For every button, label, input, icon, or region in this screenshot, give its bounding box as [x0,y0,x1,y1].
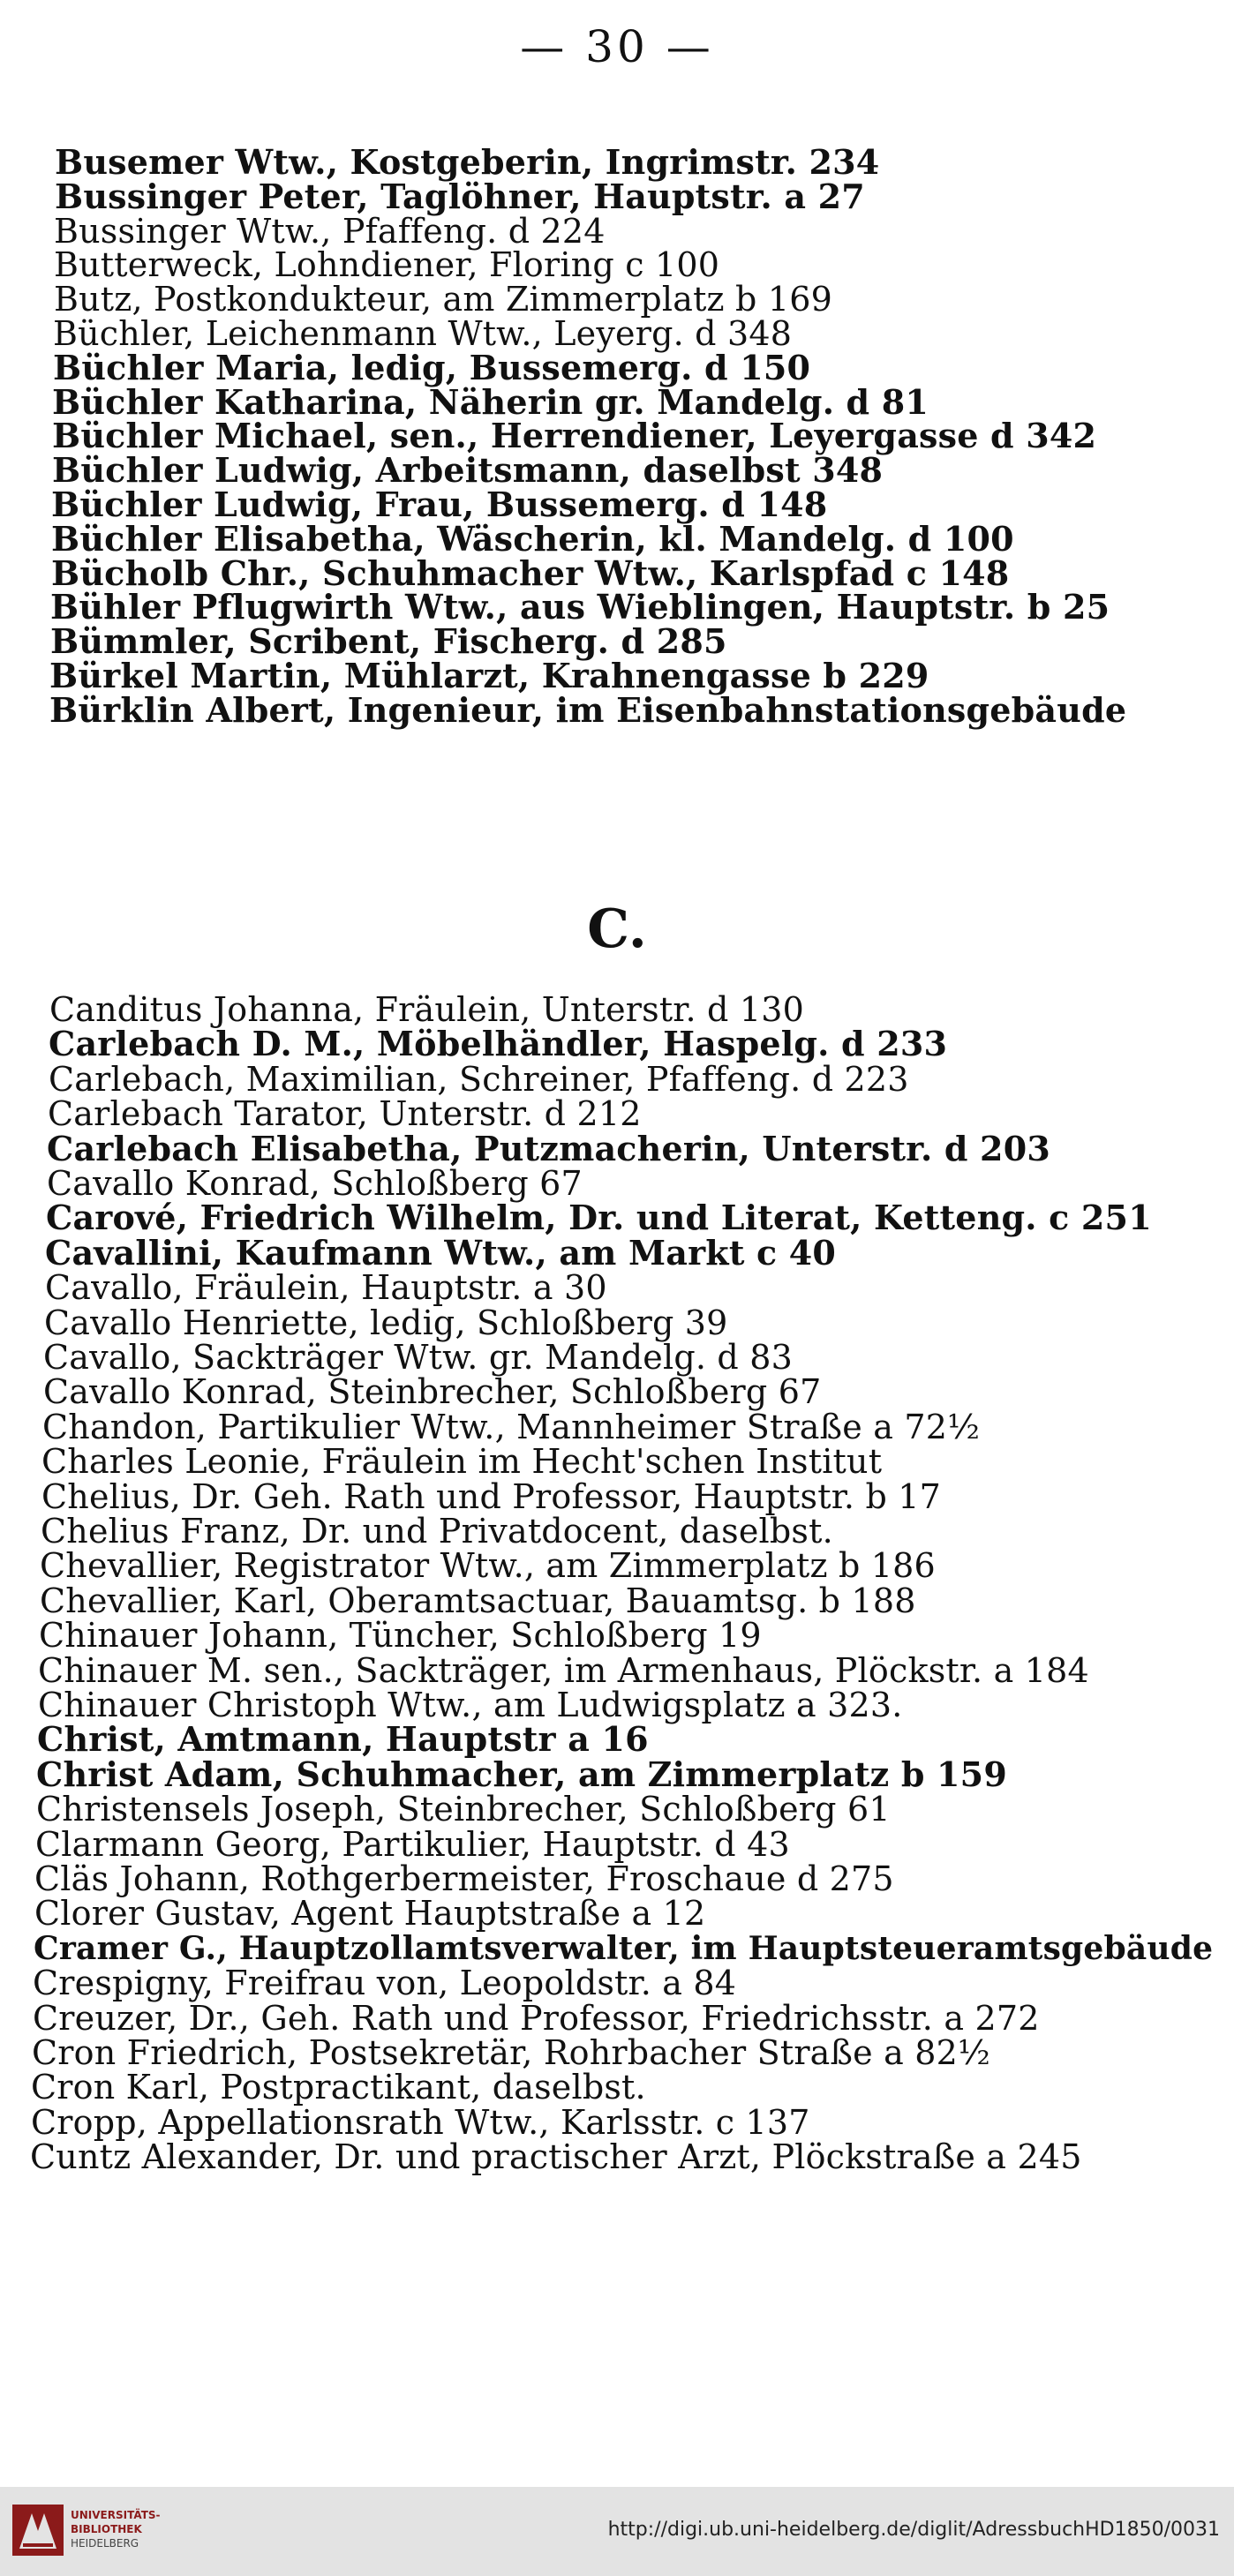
directory-entry: Bürkel Martin, Mühlarzt, Krahnengasse b 229 [49,656,929,695]
directory-entry: Chandon, Partikulier Wtw., Mannheimer Straße a 72½ [42,1407,981,1446]
directory-entry: Clorer Gustav, Agent Hauptstraße a 12 [34,1894,706,1934]
directory-entry: Butterweck, Lohndiener, Floring c 100 [54,245,720,285]
directory-entry: Büchler, Leichenmann Wtw., Leyerg. d 348 [53,314,793,353]
directory-entry: Cramer G., Hauptzollamtsverwalter, im Hauptsteueramtsgebäude [34,1929,1214,1967]
logo-line-2: BIBLIOTHEK [71,2523,142,2535]
university-seal-icon [12,2505,64,2556]
directory-entry: Büchler Maria, ledig, Bussemerg. d 150 [53,347,811,387]
directory-entry: Bürklin Albert, Ingenieur, im Eisenbahnstationsgebäude [49,689,1127,730]
directory-entry: Cavallini, Kaufmann Wtw., am Markt c 40 [45,1232,837,1273]
library-logo-text [71,2508,161,2550]
directory-entry: Büchler Ludwig, Frau, Bussemerg. d 148 [51,484,828,524]
directory-entry: Bücholb Chr., Schuhmacher Wtw., Karlspfad c 148 [51,552,1010,593]
directory-entry: Chinauer M. sen., Sackträger, im Armenhaus, Plöckstr. a 184 [38,1650,1089,1690]
directory-entry: Bühler Pflugwirth Wtw., aus Wieblingen, Hauptstr. b 25 [50,587,1110,627]
directory-entry: Charles Leonie, Fräulein im Hecht'schen Institut [41,1442,883,1482]
directory-entry: Chelius, Dr. Geh. Rath und Professor, Hauptstr. b 17 [41,1476,942,1516]
directory-entry: Chevallier, Karl, Oberamtsactuar, Bauamtsg. b 188 [40,1581,916,1620]
directory-entry: Büchler Elisabetha, Wäscherin, kl. Mandelg. d 100 [51,518,1014,559]
directory-entry: Busemer Wtw., Kostgeberin, Ingrimstr. 234 [55,142,880,182]
directory-entry: Chevallier, Registrator Wtw., am Zimmerplatz b 186 [40,1546,936,1586]
directory-entry: Cuntz Alexander, Dr. und practischer Arzt, Plöckstraße a 245 [30,2137,1082,2177]
directory-entry: Cropp, Appellationsrath Wtw., Karlsstr. c 137 [31,2102,810,2142]
directory-entry: Büchler Katharina, Näherin gr. Mandelg. d 81 [52,381,929,422]
directory-entry: Cavallo, Sackträger Wtw. gr. Mandelg. d 83 [43,1338,793,1377]
source-url[interactable]: http://digi.ub.uni-heidelberg.de/diglit/AdressbuchHD1850/0031 [607,2519,1220,2541]
directory-entry: Chinauer Christoph Wtw., am Ludwigsplatz a 323. [38,1686,903,1724]
directory-entry: Carlebach Tarator, Unterstr. d 212 [48,1094,642,1134]
directory-entry: Cron Friedrich, Postsekretär, Rohrbacher Straße a 82½ [32,2033,991,2072]
directory-entry: Crespigny, Freifrau von, Leopoldstr. a 84 [33,1964,737,2003]
directory-entry: Christ, Amtmann, Hauptstr a 16 [37,1719,649,1760]
footer-bar [0,2487,1234,2576]
directory-entry: Bümmler, Scribent, Fischerg. d 285 [50,621,727,662]
directory-entry: Creuzer, Dr., Geh. Rath und Professor, Friedrichsstr. a 272 [33,1998,1040,2038]
logo-line-1: UNIVERSITÄTS- [71,2509,161,2521]
directory-entry: Carové, Friedrich Wilhelm, Dr. und Literat, Ketteng. c 251 [46,1198,1152,1238]
directory-entry: Carlebach Elisabetha, Putzmacherin, Unterstr. d 203 [47,1128,1050,1168]
directory-entry: Christensels Joseph, Steinbrecher, Schloßberg 61 [36,1790,891,1829]
logo-line-3: HEIDELBERG [71,2537,139,2550]
directory-entry: Christ Adam, Schuhmacher, am Zimmerplatz b 159 [36,1754,1007,1794]
directory-entry: Carlebach, Maximilian, Schreiner, Pfaffeng. d 223 [49,1059,909,1099]
directory-entry: Carlebach D. M., Möbelhändler, Haspelg. d 233 [49,1024,948,1064]
section-letter-c: C. [587,898,647,960]
directory-entry: Cavallo Konrad, Schloßberg 67 [47,1164,583,1203]
directory-entry: Bussinger Wtw., Pfaffeng. d 224 [54,211,606,251]
directory-entry: Cavallo Konrad, Steinbrecher, Schloßberg 67 [43,1372,822,1412]
directory-entry: Chelius Franz, Dr. und Privatdocent, daselbst. [41,1512,833,1551]
page-number-header: — 30 — [520,21,714,72]
directory-entry: Cavallo, Fräulein, Hauptstr. a 30 [45,1268,607,1308]
directory-entry: Butz, Postkondukteur, am Zimmerplatz b 169 [54,280,832,319]
directory-entry: Cron Karl, Postpractikant, daselbst. [31,2068,646,2107]
directory-entry: Bussinger Peter, Taglöhner, Hauptstr. a 27 [55,176,865,216]
directory-entry: Büchler Ludwig, Arbeitsmann, daselbst 348 [52,450,884,491]
directory-entry: Cläs Johann, Rothgerbermeister, Froschaue d 275 [34,1859,894,1898]
directory-entry: Büchler Michael, sen., Herrendiener, Leyergasse d 342 [52,416,1097,456]
directory-entry: Cavallo Henriette, ledig, Schloßberg 39 [44,1303,728,1342]
directory-entry: Canditus Johanna, Fräulein, Unterstr. d 130 [49,990,804,1029]
directory-entry: Clarmann Georg, Partikulier, Hauptstr. d 43 [35,1824,790,1864]
directory-entry: Chinauer Johann, Tüncher, Schloßberg 19 [39,1616,762,1656]
